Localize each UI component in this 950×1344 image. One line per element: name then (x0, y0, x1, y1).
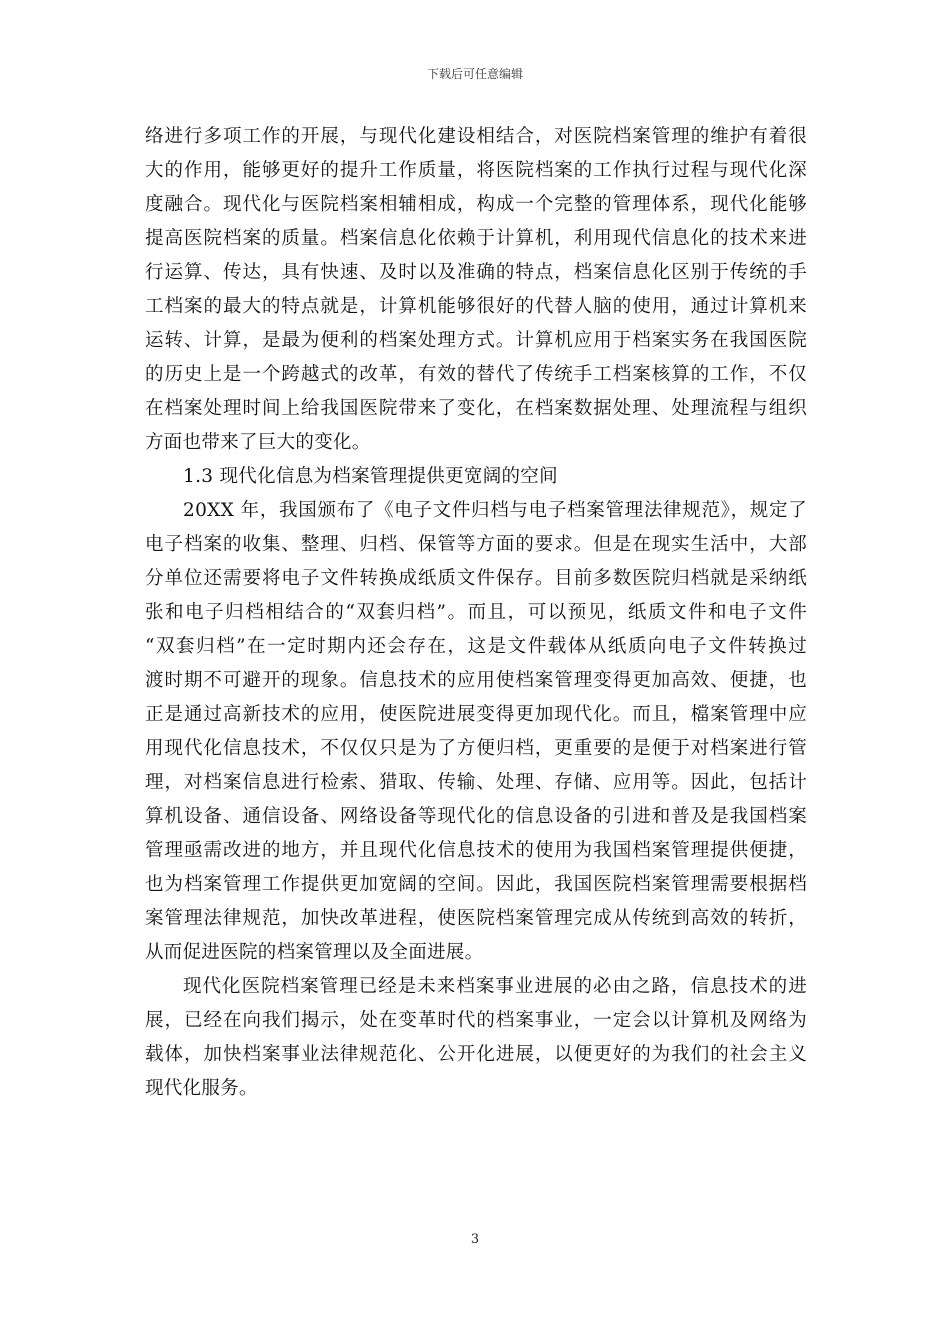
document-body (145, 120, 807, 1106)
text-line: 理，对档案信息进行检索、猎取、传输、处理、存储、应用等。因此，包括计 (145, 772, 807, 793)
text-line: 方面也带来了巨大的变化。 (145, 432, 371, 453)
paragraph-regulation (145, 494, 807, 970)
text-line: 提高医院档案的质量。档案信息化依赖于计算机，利用现代信息化的技术来进 (145, 228, 807, 249)
text-line: 20XX 年，我国颁布了《电子文件归档与电子档案管理法律规范》，规定了 (183, 500, 807, 521)
text-line: 现代化服务。 (145, 1078, 258, 1099)
text-line: 张和电子归档相结合的“双套归档”。而且，可以预见，纸质文件和电子文件 (145, 602, 807, 623)
text-line: “双套归档”在一定时期内还会存在，这是文件载体从纸质向电子文件转换过 (145, 636, 807, 657)
paragraph-conclusion (145, 970, 807, 1106)
text-line: 络进行多项工作的开展，与现代化建设相结合，对医院档案管理的维护有着很 (145, 126, 807, 147)
paragraph-informatization (145, 120, 807, 460)
text-line: 分单位还需要将电子文件转换成纸质文件保存。目前多数医院归档就是采纳纸 (145, 568, 807, 589)
text-line: 的历史上是一个跨越式的改革，有效的替代了传统手工档案核算的工作，不仅 (145, 364, 807, 385)
text-line: 行运算、传达，具有快速、及时以及准确的特点，档案信息化区别于传统的手 (145, 262, 807, 283)
text-line: 算机设备、通信设备、网络设备等现代化的信息设备的引进和普及是我国档案 (145, 806, 807, 827)
page-header-note: 下载后可任意编辑 (426, 67, 523, 81)
text-line: 展，已经在向我们揭示，处在变革时代的档案事业，一定会以计算机及网络为 (145, 1010, 807, 1031)
text-line: 在档案处理时间上给我国医院带来了变化，在档案数据处理、处理流程与组织 (145, 398, 807, 419)
text-line: 运转、计算，是最为便利的档案处理方式。计算机应用于档案实务在我国医院 (145, 330, 807, 351)
text-line: 用现代化信息技术，不仅仅只是为了方便归档，更重要的是便于对档案进行管 (145, 738, 807, 759)
text-line: 现代化医院档案管理已经是未来档案事业进展的必由之路，信息技术的进 (183, 976, 807, 997)
text-line: 正是通过高新技术的应用，使医院进展变得更加现代化。而且，檔案管理中应 (145, 704, 807, 725)
text-line: 载体，加快档案事业法律规范化、公开化进展，以便更好的为我们的社会主义 (145, 1044, 807, 1065)
text-line: 从而促进医院的档案管理以及全面进展。 (145, 942, 484, 963)
text-line: 工档案的最大的特点就是，计算机能够很好的代替人脑的使用，通过计算机来 (145, 296, 807, 317)
text-line: 度融合。现代化与医院档案相辅相成，构成一个完整的管理体系，现代化能够 (145, 194, 807, 215)
page-number: 3 (470, 1232, 480, 1247)
text-line: 案管理法律规范，加快改革进程，使医院档案管理完成从传统到高效的转折， (145, 908, 807, 929)
section-heading: 1.3 现代化信息为档案管理提供更宽阔的空间 (183, 466, 558, 487)
text-line: 大的作用，能够更好的提升工作质量，将医院档案的工作执行过程与现代化深 (145, 160, 807, 181)
text-line: 渡时期不可避开的现象。信息技术的应用使档案管理变得更加高效、便捷，也 (145, 670, 807, 691)
text-line: 电子档案的收集、整理、归档、保管等方面的要求。但是在现实生活中，大部 (145, 534, 807, 555)
text-line: 管理亟需改进的地方，并且现代化信息技术的使用为我国档案管理提供便捷， (145, 840, 807, 861)
text-line: 也为档案管理工作提供更加宽阔的空间。因此，我国医院档案管理需要根据档 (145, 874, 807, 895)
